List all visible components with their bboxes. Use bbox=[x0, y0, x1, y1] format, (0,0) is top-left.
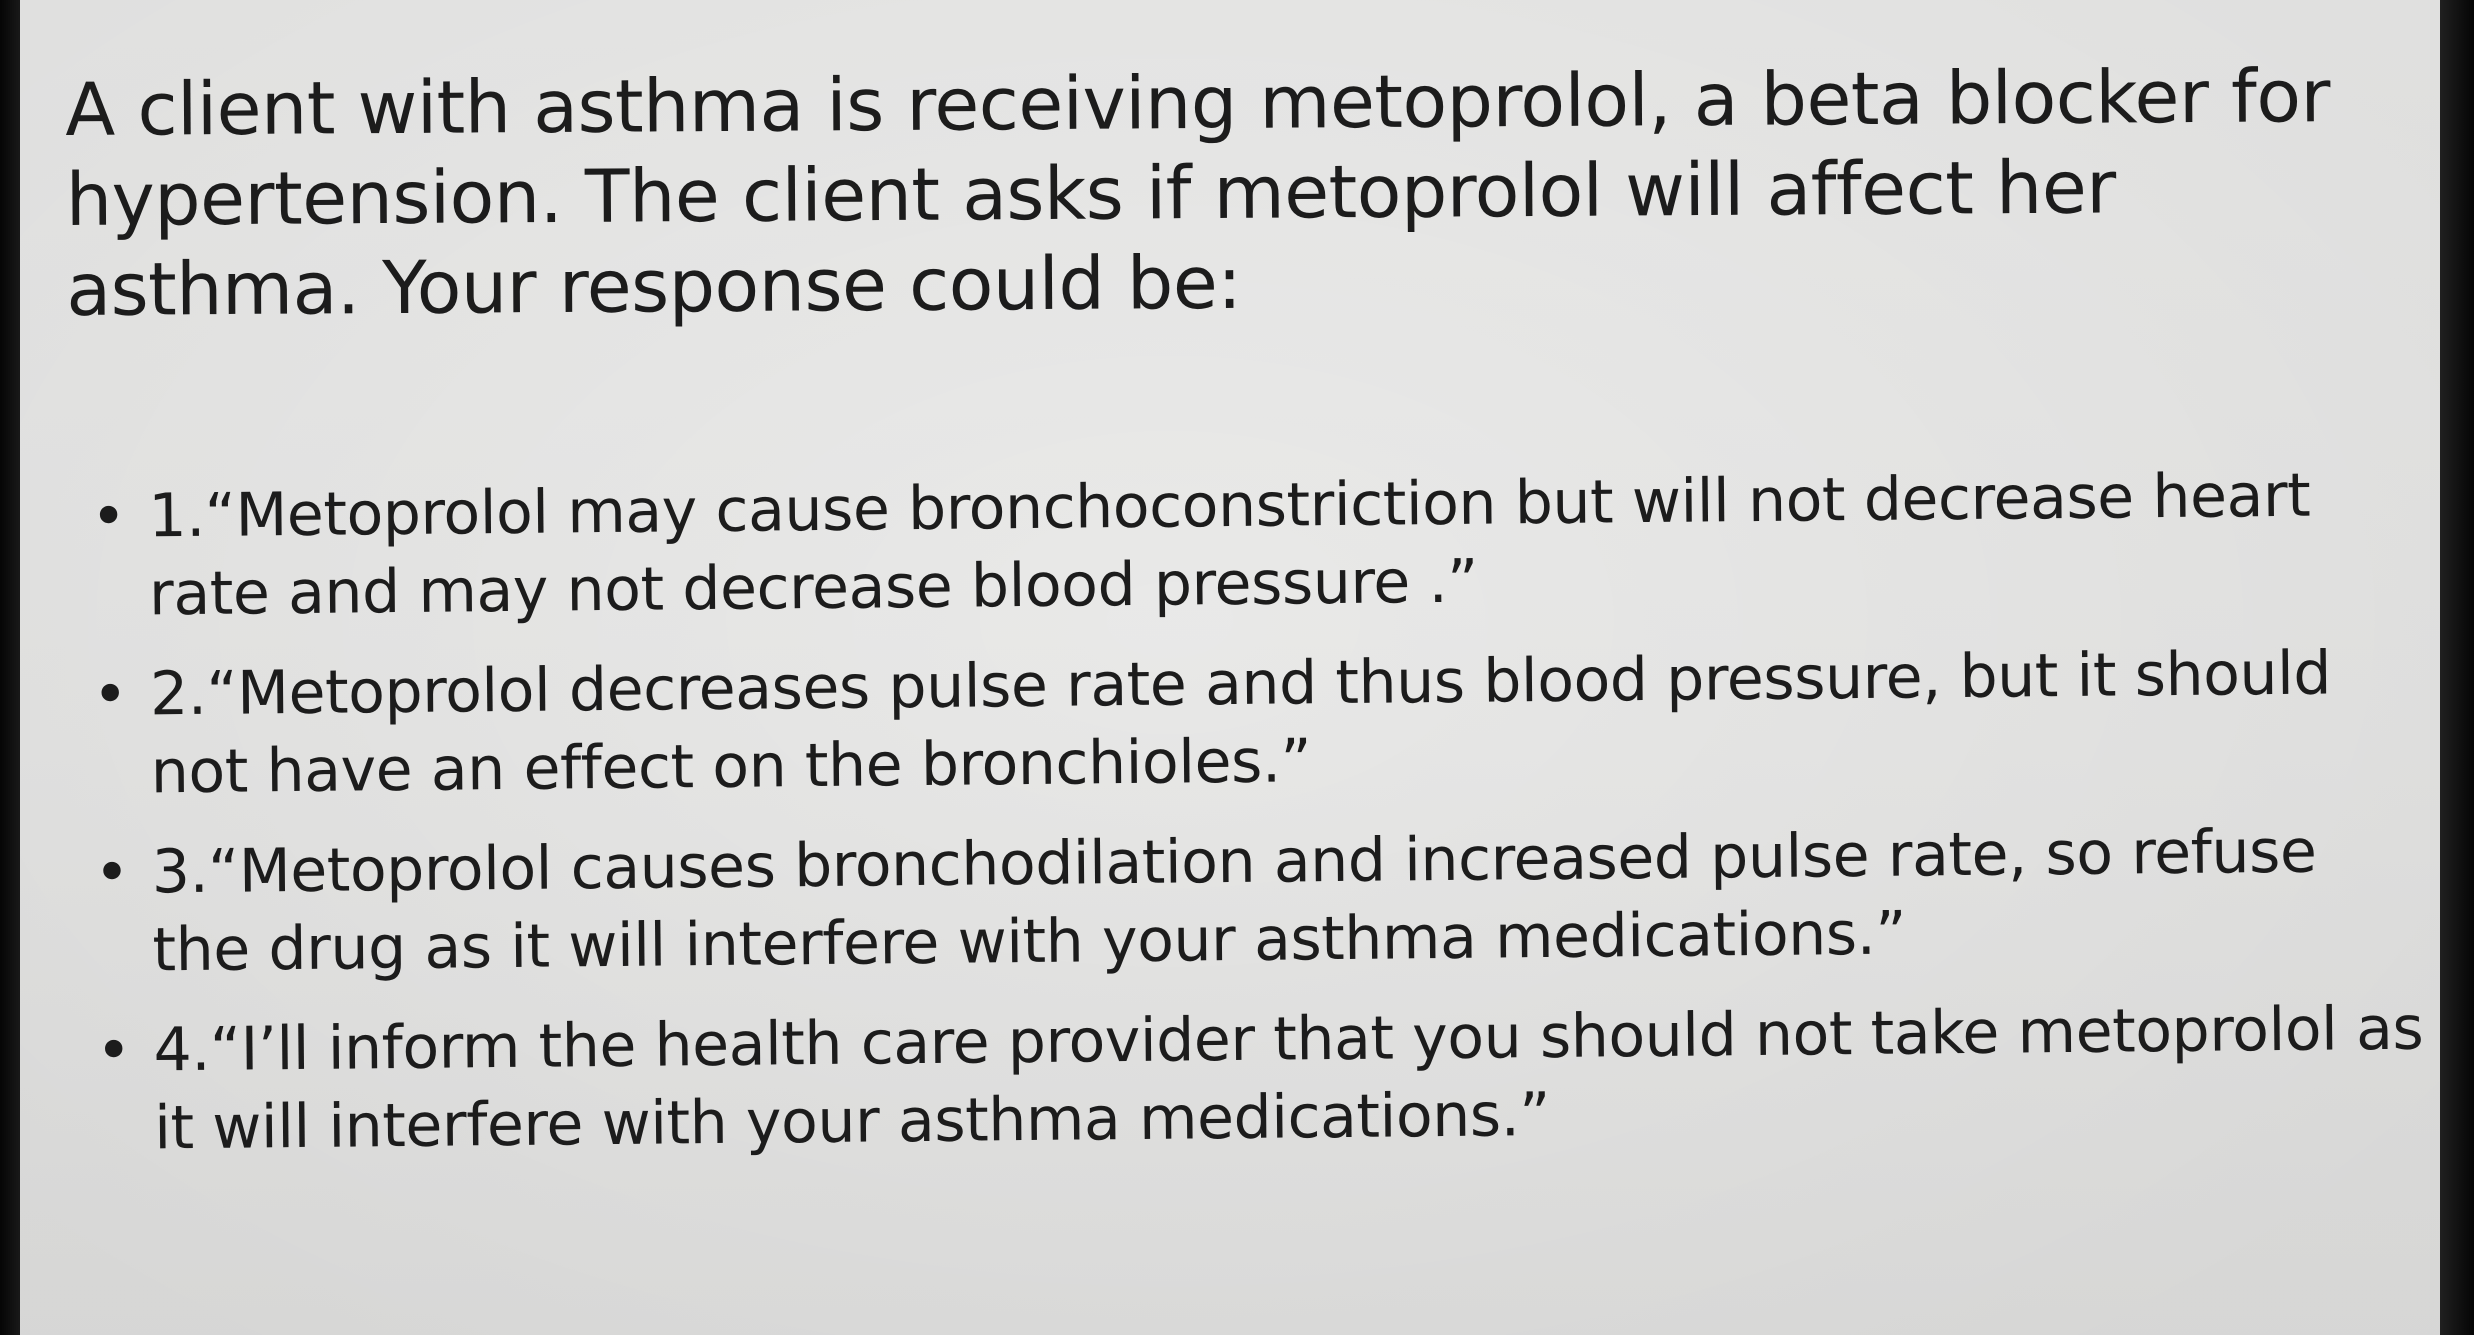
answer-option-3-text: 3.“Metoprolol causes bronchodilation and increased pulse rate, so refuse the drug as it will interfere with your asthma medications.” bbox=[151, 816, 2317, 986]
monitor-bezel-right bbox=[2440, 0, 2474, 1335]
monitor-bezel-left bbox=[0, 0, 22, 1335]
answer-option-1 bbox=[88, 456, 2419, 634]
answer-option-3 bbox=[91, 812, 2422, 990]
bullet-icon: • bbox=[92, 659, 128, 730]
question-text: A client with asthma is receiving metoprolol, a beta blocker for hypertension. The client asks if metoprolol will affect her asthma. Your response could be: bbox=[65, 54, 2331, 333]
answer-options-list bbox=[88, 456, 2425, 1190]
slide bbox=[20, 0, 2442, 1335]
answer-option-4 bbox=[93, 990, 2424, 1168]
answer-option-4-text: 4.“I’ll inform the health care provider that you should not take metoprolol as it will interfere with your asthma medications.” bbox=[153, 993, 2424, 1164]
bullet-icon: • bbox=[95, 1015, 132, 1086]
monitor-screen bbox=[20, 0, 2442, 1335]
bullet-icon: • bbox=[93, 837, 130, 908]
bullet-icon: • bbox=[90, 481, 127, 552]
answer-option-1-text: 1.“Metoprolol may cause bronchoconstriction but will not decrease heart rate and may not decrease blood pressure .” bbox=[148, 460, 2311, 630]
answer-option-2 bbox=[90, 634, 2421, 812]
answer-option-2-text: 2.“Metoprolol decreases pulse rate and thus blood pressure, but it should not have an effect on the bronchioles.” bbox=[149, 638, 2332, 808]
